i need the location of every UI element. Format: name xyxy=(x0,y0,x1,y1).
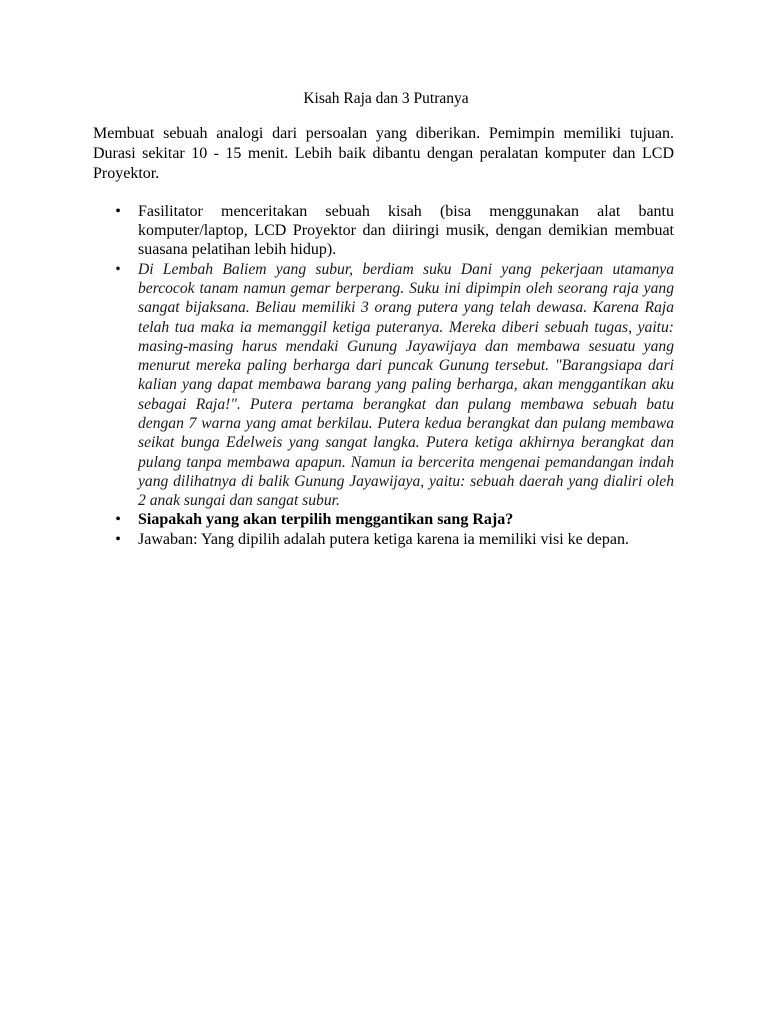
bullet-icon: • xyxy=(115,260,121,278)
list-item-question xyxy=(93,510,674,529)
list-item-facilitator xyxy=(93,202,674,260)
list-item-story xyxy=(93,260,674,511)
document-title: Kisah Raja dan 3 Putranya xyxy=(303,90,469,107)
list-item-text: Siapakah yang akan terpilih menggantikan sang Raja? xyxy=(138,511,514,529)
bullet-icon: • xyxy=(115,530,121,548)
list-item-answer xyxy=(93,530,674,549)
bullet-list xyxy=(93,202,674,549)
list-item-text: Fasilitator menceritakan sebuah kisah (bisa menggunakan alat bantu komputer/laptop, LCD Proyektor dan diiringi musik, dengan demikian membuat suasana pelatihan lebih hidup). xyxy=(138,203,674,259)
list-item-text: Di Lembah Baliem yang subur, berdiam suku Dani yang pekerjaan utamanya bercocok tanam namun gemar berperang. Suku ini dipimpin oleh seorang raja yang sangat bijaksana. Beliau memiliki 3 orang putera yang telah dewasa. Karena Raja telah tua maka ia memanggil ketiga puteranya. Mereka diberi sebuah tugas, yaitu: masing-masing harus mendaki Gunung Jayawijaya dan membawa sesuatu yang menurut mereka paling berharga dari puncak Gunung tersebut. "Barangsiapa dari kalian yang dapat membawa barang yang paling berharga, akan menggantikan aku sebagai Raja!". Putera pertama berangkat dan pulang membawa sebuah batu dengan 7 warna yang amat berkilau. Putera kedua berangkat dan pulang membawa seikat bunga Edelweis yang sangat langka. Putera ketiga akhirnya berangkat dan pulang tanpa membawa apapun. Namun ia bercerita mengenai pemandangan indah yang dilihatnya di balik Gunung Jayawijaya, yaitu: sebuah daerah yang dialiri oleh 2 anak sungai dan sangat subur. xyxy=(138,260,674,510)
intro-paragraph: Membuat sebuah analogi dari persoalan yang diberikan. Pemimpin memiliki tujuan. Durasi sekitar 10 - 15 menit. Lebih baik dibantu dengan peralatan komputer dan LCD Proyektor. xyxy=(93,125,674,182)
bullet-icon: • xyxy=(115,511,121,529)
list-item-text: Jawaban: Yang dipilih adalah putera ketiga karena ia memiliki visi ke depan. xyxy=(138,530,629,548)
bullet-icon: • xyxy=(115,203,121,220)
